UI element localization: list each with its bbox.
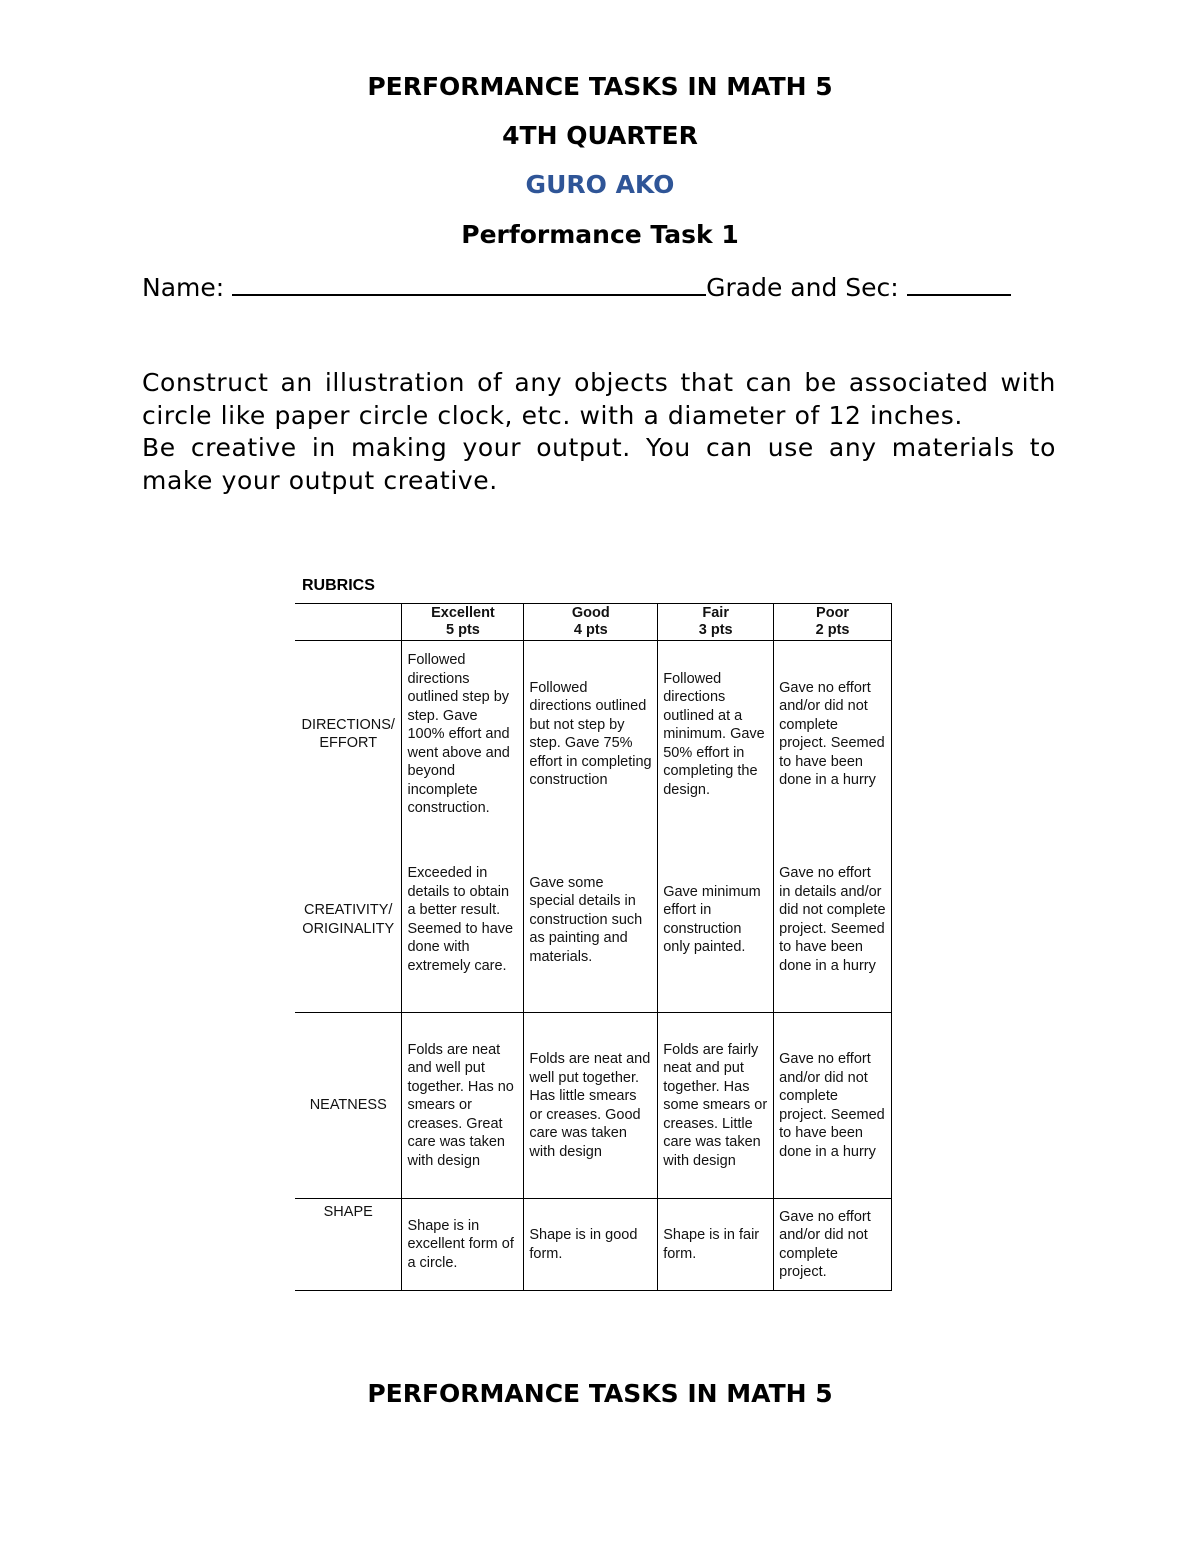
criterion-neatness: NEATNESS [295,1013,402,1199]
cell-directions-good: Followed directions outlined but not step by step. Gave 75% effort in completing construction [524,641,658,828]
table-row [295,641,892,828]
cell-shape-good: Shape is in good form. [524,1199,658,1291]
header-fair [658,604,774,641]
header-excellent [402,604,524,641]
cell-shape-excellent: Shape is in excellent form of a circle. [402,1199,524,1291]
header-good-points: 4 pts [573,622,608,638]
instructions-paragraph-1: Construct an illustration of any objects that can be associated with circle like paper circle clock, etc. with a diameter of 12 inches. [142,368,1056,430]
criterion-directions: DIRECTIONS/ EFFORT [295,641,402,828]
name-label: Name: [142,273,225,302]
cell-neatness-good: Folds are neat and well put together. Has little smears or creases. Good care was taken with design [524,1013,658,1199]
header-good-label: Good [571,605,610,621]
cell-directions-poor: Gave no effort and/or did not complete project. Seemed to have been done in a hurry [774,641,892,828]
instructions-paragraph-2: Be creative in making your output. You can use any materials to make your output creative. [142,433,1056,495]
header-poor-points: 2 pts [815,622,850,638]
rubric-header-row [295,604,892,641]
cell-neatness-fair: Folds are fairly neat and put together. Has some smears or creases. Little care was taken with design [658,1013,774,1199]
instructions [142,367,1056,497]
grade-label: Grade and Sec: [706,273,899,302]
header-poor [774,604,892,641]
cell-shape-poor: Gave no effort and/or did not complete project. [774,1199,892,1291]
criterion-header [295,604,402,641]
rubric-table [295,603,892,1291]
header-excellent-label: Excellent [431,605,495,621]
criterion-shape: SHAPE [295,1199,402,1291]
cell-directions-fair: Followed directions outlined at a minimum. Gave 50% effort in completing the design. [658,641,774,828]
cell-neatness-poor: Gave no effort and/or did not complete project. Seemed to have been done in a hurry [774,1013,892,1199]
header-poor-label: Poor [816,605,850,621]
rubric-title: RUBRICS [302,577,375,594]
table-row [295,828,892,1013]
author-heading: GURO AKO [525,170,675,199]
cell-directions-excellent: Followed directions outlined step by step. Gave 100% effort and went above and beyond incomplete construction. [402,641,524,828]
header-fair-label: Fair [702,605,729,621]
criterion-creativity: CREATIVITY/ ORIGINALITY [295,828,402,1013]
cell-shape-fair: Shape is in fair form. [658,1199,774,1291]
cell-creativity-excellent: Exceeded in details to obtain a better result. Seemed to have done with extremely care. [402,828,524,1013]
header-excellent-points: 5 pts [446,622,480,638]
quarter-heading: 4TH QUARTER [502,121,698,150]
task-heading: Performance Task 1 [461,220,739,249]
table-row [295,1199,892,1291]
header-good [524,604,658,641]
table-row [295,1013,892,1199]
cell-creativity-good: Gave some special details in construction such as painting and materials. [524,828,658,1013]
name-grade-row [142,270,1052,303]
cell-creativity-fair: Gave minimum effort in construction only painted. [658,828,774,1013]
document-title: PERFORMANCE TASKS IN MATH 5 [367,72,833,101]
cell-creativity-poor: Gave no effort in details and/or did not complete project. Seemed to have been done in a hurry [774,828,892,1013]
header-fair-points: 3 pts [698,622,733,638]
cell-neatness-excellent: Folds are neat and well put together. Has no smears or creases. Great care was taken with design [402,1013,524,1199]
name-blank[interactable] [232,270,706,296]
grade-blank[interactable] [907,270,1011,296]
footer-title: PERFORMANCE TASKS IN MATH 5 [367,1379,833,1408]
